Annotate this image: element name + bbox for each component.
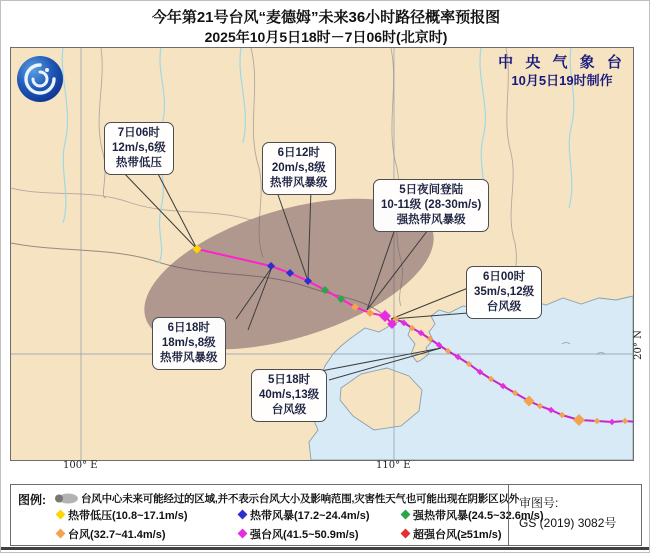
- legend-item-label: 台风(32.7~41.4m/s): [68, 529, 166, 541]
- callout-c1: [104, 122, 174, 175]
- magenta-diamond-icon: [238, 529, 248, 539]
- license-number: GS (2019) 3082号: [519, 516, 617, 530]
- callout-c3: [373, 179, 489, 232]
- cma-logo: [15, 54, 65, 104]
- legend-item-red: [402, 526, 502, 542]
- title-line1: 今年第21号台风“麦德姆”未来36小时路径概率预报图: [151, 9, 501, 26]
- legend-item-orange: [57, 526, 166, 542]
- agency-name: 中 央 气 象 台: [498, 54, 626, 71]
- title-line2: 2025年10月5日18时－7日06时(北京时): [204, 29, 448, 45]
- callout-line: 12m/s,6级: [112, 142, 166, 154]
- legend-item-label: 超强台风(≥51m/s): [413, 529, 502, 541]
- legend-item-label: 热带风暴(17.2~24.4m/s): [250, 510, 370, 522]
- callout-line: 热带低压: [115, 157, 162, 169]
- callout-c2: [262, 142, 336, 195]
- callout-line: 台风级: [486, 301, 522, 313]
- legend-item-magenta: [239, 526, 359, 542]
- callout-c4: [466, 266, 542, 319]
- callout-line: 35m/s,12级: [474, 286, 535, 298]
- callout-line: 10-11级 (28-30m/s): [381, 199, 482, 211]
- callout-line: 5日夜间登陆: [399, 184, 464, 196]
- legend-item-label: 强台风(41.5~50.9m/s): [250, 529, 359, 541]
- agency-credit: [496, 53, 628, 90]
- lon-label-110e: 110° E: [376, 460, 411, 471]
- license-label: 审图号:: [519, 496, 559, 510]
- legend-divider: [508, 485, 509, 545]
- callout-line: 6日18时: [167, 322, 210, 334]
- callout-line: 6日00时: [482, 271, 526, 283]
- callout-line: 热带风暴级: [160, 352, 218, 364]
- callout-c6: [251, 369, 327, 422]
- legend-item-label: 强热带风暴(24.5~32.6m/s): [413, 510, 544, 522]
- legend-note: 台风中心未来可能经过的区域,并不表示台风大小及影响范围,灾害性天气也可能出现在阴影区以外: [81, 493, 520, 505]
- callout-line: 5日18时: [267, 374, 311, 386]
- legend-item-blue: [239, 507, 370, 523]
- orange-diamond-icon: [56, 529, 66, 539]
- callout-line: 强热带风暴级: [396, 214, 466, 226]
- callout-line: 台风级: [271, 404, 307, 416]
- callout-c5: [152, 317, 226, 370]
- yellow-diamond-icon: [56, 510, 66, 520]
- legend-item-yellow: [57, 507, 188, 523]
- probability-area-icon: [53, 492, 79, 505]
- green-diamond-icon: [401, 510, 411, 520]
- legend-panel: [10, 484, 642, 546]
- legend-item-label: 热带低压(10.8~17.1m/s): [68, 510, 188, 522]
- lon-label-100e: 100° E: [63, 460, 98, 471]
- agency-issued-time: 10月5日19时制作: [511, 73, 613, 88]
- callout-line: 7日06时: [117, 127, 160, 139]
- callout-line: 18m/s,8级: [161, 337, 216, 349]
- lat-label-20n: 20° N: [633, 330, 644, 360]
- callout-line: 20m/s,8级: [271, 162, 326, 174]
- callout-line: 40m/s,13级: [259, 389, 320, 401]
- map-license: [519, 493, 616, 533]
- bottom-border-line: [1, 547, 650, 550]
- blue-diamond-icon: [238, 510, 248, 520]
- page-title: [1, 8, 650, 47]
- callout-line: 6日12时: [277, 147, 320, 159]
- legend-title: 图例:: [18, 493, 46, 507]
- red-diamond-icon: [401, 529, 411, 539]
- callout-line: 热带风暴级: [270, 177, 328, 189]
